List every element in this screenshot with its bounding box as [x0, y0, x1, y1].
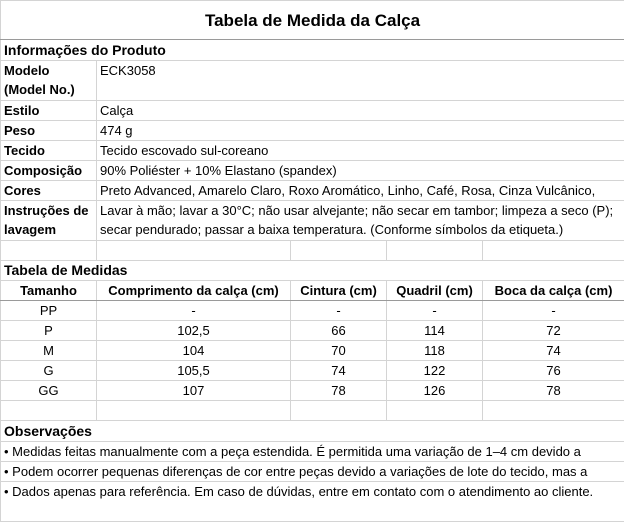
column-header: Boca da calça (cm) — [483, 281, 624, 301]
note-item: • Dados apenas para referência. Em caso de dúvidas, entre em contato com o atendimento ao cliente. — [1, 482, 624, 522]
value-cell: 102,5 — [97, 321, 291, 341]
product-label: Composição — [1, 161, 97, 181]
column-header: Tamanho — [1, 281, 97, 301]
product-value: ECK3058 — [97, 61, 624, 101]
size-cell: PP — [1, 301, 97, 321]
measurements-header-row — [1, 281, 624, 301]
product-info-heading: Informações do Produto — [1, 40, 624, 61]
table-row — [1, 321, 624, 341]
note-item: • Podem ocorrer pequenas diferenças de cor entre peças devido a variações de lote do tecido, mas a — [1, 462, 624, 482]
value-cell: 76 — [483, 361, 624, 381]
measurements-heading: Tabela de Medidas — [1, 261, 624, 281]
product-row-fabric — [1, 141, 624, 161]
value-cell: 104 — [97, 341, 291, 361]
table-row — [1, 341, 624, 361]
product-row-washing — [1, 201, 624, 241]
value-cell: - — [483, 301, 624, 321]
product-row-weight — [1, 121, 624, 141]
value-cell: - — [291, 301, 387, 321]
value-cell: 70 — [291, 341, 387, 361]
product-value: Calça — [97, 101, 624, 121]
notes-heading: Observações — [1, 421, 624, 442]
value-cell: 78 — [483, 381, 624, 401]
product-label: Cores — [1, 181, 97, 201]
product-label: Tecido — [1, 141, 97, 161]
table-row — [1, 381, 624, 401]
product-label: Peso — [1, 121, 97, 141]
product-label: Estilo — [1, 101, 97, 121]
size-cell: G — [1, 361, 97, 381]
value-cell: 74 — [291, 361, 387, 381]
value-cell: 122 — [387, 361, 483, 381]
column-header: Comprimento da calça (cm) — [97, 281, 291, 301]
value-cell: 118 — [387, 341, 483, 361]
note-item: • Medidas feitas manualmente com a peça estendida. É permitida uma variação de 1–4 cm devido a — [1, 442, 624, 462]
product-value: Tecido escovado sul-coreano — [97, 141, 624, 161]
column-header: Quadril (cm) — [387, 281, 483, 301]
value-cell: 126 — [387, 381, 483, 401]
value-cell: 72 — [483, 321, 624, 341]
value-cell: 74 — [483, 341, 624, 361]
table-row — [1, 301, 624, 321]
value-cell: 105,5 — [97, 361, 291, 381]
table-row — [1, 361, 624, 381]
product-row-model — [1, 61, 624, 101]
product-row-composition — [1, 161, 624, 181]
size-cell: GG — [1, 381, 97, 401]
value-cell: 66 — [291, 321, 387, 341]
product-label: Modelo (Model No.) — [1, 61, 97, 101]
product-label: Instruções de lavagem — [1, 201, 97, 241]
product-value: Preto Advanced, Amarelo Claro, Roxo Aromático, Linho, Café, Rosa, Cinza Vulcânico, — [97, 181, 624, 201]
product-row-colors — [1, 181, 624, 201]
size-cell: M — [1, 341, 97, 361]
product-row-style — [1, 101, 624, 121]
product-value: Lavar à mão; lavar a 30°C; não usar alvejante; não secar em tambor; limpeza a seco (P); secar pendurado; passar a baixa temperatura. (Conforme símbolos da etiqueta.) — [97, 201, 624, 241]
spacer-row — [1, 401, 624, 421]
value-cell: 114 — [387, 321, 483, 341]
product-value: 90% Poliéster + 10% Elastano (spandex) — [97, 161, 624, 181]
value-cell: 107 — [97, 381, 291, 401]
spacer-row — [1, 241, 624, 261]
value-cell: 78 — [291, 381, 387, 401]
value-cell: - — [97, 301, 291, 321]
product-value: 474 g — [97, 121, 624, 141]
page-title: Tabela de Medida da Calça — [1, 1, 624, 40]
column-header: Cintura (cm) — [291, 281, 387, 301]
size-cell: P — [1, 321, 97, 341]
value-cell: - — [387, 301, 483, 321]
